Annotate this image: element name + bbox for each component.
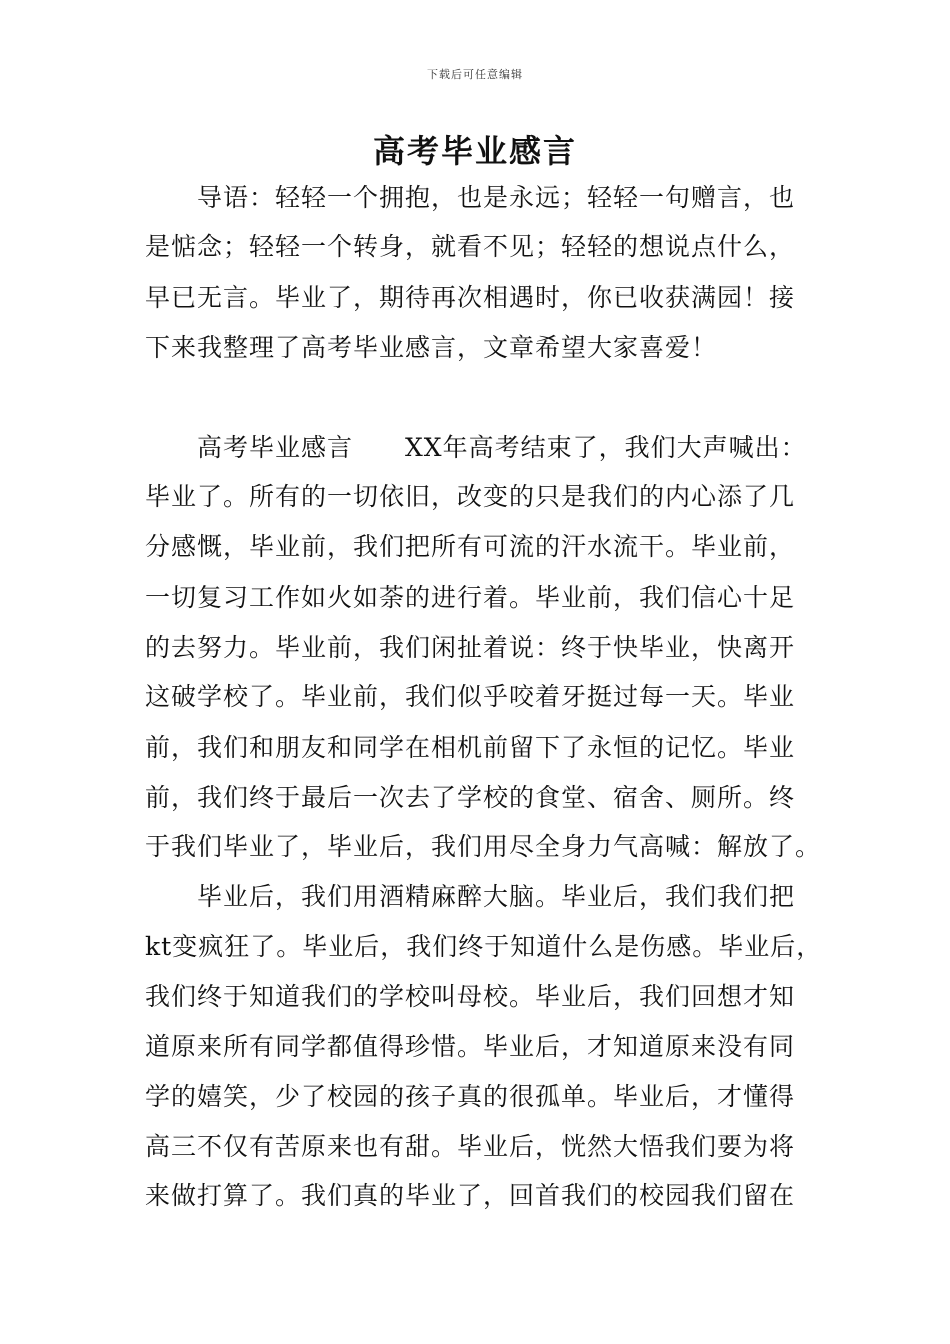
body-line: 是惦念；轻轻一个转身，就看不见；轻轻的想说点什么， [145,232,796,261]
body-line: 一切复习工作如火如荼的进行着。毕业前，我们信心十足 [145,583,796,612]
body-line: 导语：轻轻一个拥抱，也是永远；轻轻一句赠言，也 [145,183,796,212]
body-line: 分感慨，毕业前，我们把所有可流的汗水流干。毕业前， [145,532,796,561]
body-line: 毕业了。所有的一切依旧，改变的只是我们的内心添了几 [145,482,796,511]
body-line: 这破学校了。毕业前，我们似乎咬着牙挺过每一天。毕业 [145,682,796,711]
body-line: 道原来所有同学都值得珍惜。毕业后，才知道原来没有同 [145,1032,796,1061]
body-line: 前，我们和朋友和同学在相机前留下了永恒的记忆。毕业 [145,733,796,762]
body-line: 学的嬉笑，少了校园的孩子真的很孤单。毕业后，才懂得 [145,1082,796,1111]
body-line: 我们终于知道我们的学校叫母校。毕业后，我们回想才知 [145,982,796,1011]
document-title: 高考毕业感言 [372,132,577,170]
body-line: kt变疯狂了。毕业后，我们终于知道什么是伤感。毕业后， [145,932,823,961]
body-line: 毕业后，我们用酒精麻醉大脑。毕业后，我们我们把 [145,882,796,911]
body-line: 前，我们终于最后一次去了学校的食堂、宿舍、厕所。终 [145,783,796,812]
body-line: 高考毕业感言 XX年高考结束了，我们大声喊出： [145,433,807,462]
body-line: 来做打算了。我们真的毕业了，回首我们的校园我们留在 [145,1181,796,1210]
body-line: 于我们毕业了，毕业后，我们用尽全身力气高喊：解放了。 [145,832,822,861]
body-line: 的去努力。毕业前，我们闲扯着说：终于快毕业，快离开 [145,633,796,662]
body-line: 高三不仅有苦原来也有甜。毕业后，恍然大悟我们要为将 [145,1132,796,1161]
header-note: 下载后可任意编辑 [427,68,523,81]
body-line: 早已无言。毕业了，期待再次相遇时，你已收获满园！接 [145,283,796,312]
body-line: 下来我整理了高考毕业感言，文章希望大家喜爱！ [145,333,718,362]
